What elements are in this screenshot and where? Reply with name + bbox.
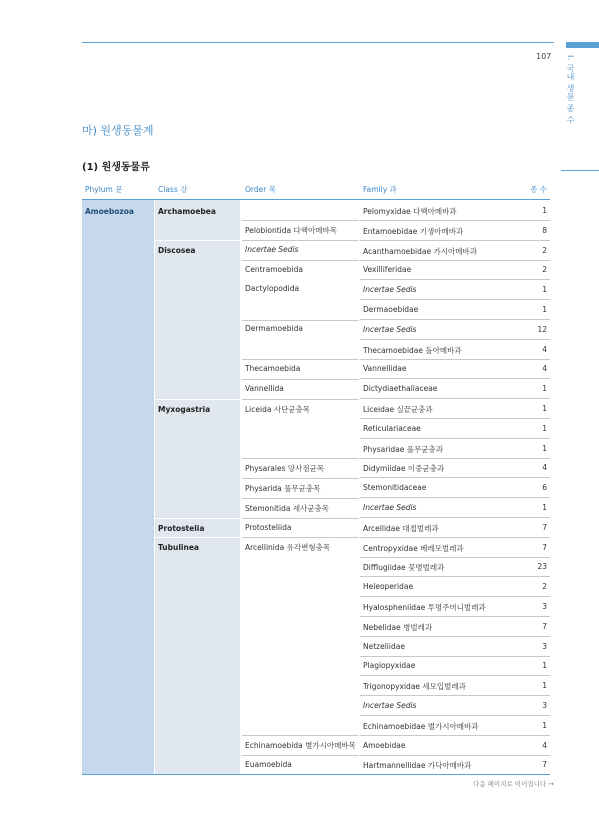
table-row [360, 260, 550, 280]
class-column [155, 200, 240, 775]
family-name: Trigonopyxidae 세모입벌레과 [363, 682, 466, 692]
header-class: Class 강 [158, 185, 188, 194]
table-bottom-rule [82, 774, 550, 775]
table-row [360, 498, 550, 518]
order-name: Stemonitida 세사균충목 [245, 504, 330, 513]
table-row [360, 458, 550, 478]
species-count: 1 [542, 681, 547, 691]
class-name: Tubulinea [158, 543, 199, 552]
family-name: Vexilliferidae [363, 265, 412, 275]
species-count: 23 [537, 562, 547, 572]
order-name: Echinamoebida 별가시아메바목 [245, 741, 356, 750]
table-row [360, 241, 550, 261]
order-name: Physarales 망사점균목 [245, 464, 325, 473]
table-row [360, 340, 550, 360]
order-name: Incertae Sedis [245, 245, 299, 254]
species-count: 1 [542, 661, 547, 671]
class-divider [155, 240, 240, 241]
species-count: 7 [542, 760, 547, 770]
order-name: Dermamoebida [245, 324, 303, 333]
order-name: Protosteliida [245, 523, 292, 532]
species-count: 1 [542, 503, 547, 512]
order-name: Centramoebida [245, 265, 303, 274]
family-name: Physaridae 풀무균충과 [363, 444, 443, 454]
family-name: Incertae Sedis [363, 285, 417, 295]
family-name: Thecamoebidae 돌아메바과 [363, 345, 462, 355]
species-count: 3 [542, 701, 547, 710]
header-family: Family 과 [363, 185, 397, 194]
species-count: 7 [542, 621, 547, 631]
family-name: Vannellidae [363, 364, 407, 374]
order-name: Arcellinida 유각변형충목 [245, 543, 331, 552]
order-divider [242, 755, 359, 756]
table-row [360, 696, 550, 716]
family-name: Reticulariaceae [363, 423, 421, 433]
order-divider [242, 359, 359, 360]
table-row [360, 419, 550, 439]
species-count: 1 [542, 206, 547, 215]
order-divider [242, 399, 359, 400]
class-name: Discosea [158, 246, 196, 255]
species-count: 2 [542, 582, 547, 592]
family-name: Stemonitidaceae [363, 483, 427, 493]
table-row [360, 755, 550, 775]
species-count: 1 [542, 384, 547, 394]
family-name: Incertae Sedis [363, 701, 417, 710]
table-row [360, 399, 550, 419]
table-row [360, 736, 550, 756]
species-count: 7 [542, 522, 547, 532]
order-name: Vannellida [245, 384, 284, 393]
order-divider [242, 220, 359, 221]
family-name: Arcellidae 대접벌레과 [363, 523, 439, 533]
class-name: Protostelia [158, 524, 205, 533]
table-row [360, 201, 550, 221]
species-count: 4 [542, 740, 547, 750]
species-count: 7 [542, 542, 547, 552]
order-divider [242, 735, 359, 736]
species-count: 3 [542, 602, 547, 611]
table-row [360, 597, 550, 617]
species-count: 12 [537, 324, 547, 334]
family-name: Entamoebidae 기생아메바과 [363, 226, 464, 236]
table-row [360, 221, 550, 241]
class-divider [155, 399, 240, 400]
species-count: 1 [542, 305, 547, 314]
order-divider [242, 518, 359, 519]
table-row [360, 676, 550, 696]
order-divider [242, 537, 359, 538]
species-count: 1 [542, 720, 547, 730]
header-count: 종 수 [530, 185, 547, 194]
family-name: Liceidae 실끝균충과 [363, 405, 433, 414]
family-name: Incertae Sedis [363, 324, 417, 334]
order-divider [242, 458, 359, 459]
species-count: 1 [542, 443, 547, 453]
species-count: 1 [542, 404, 547, 413]
family-name: Pelomyxidae 다핵아메바과 [363, 207, 457, 216]
order-name: Liceida 사단균충목 [245, 405, 311, 414]
table-row [360, 359, 550, 379]
species-count: 4 [542, 364, 547, 374]
order-name: Euamoebida [245, 760, 292, 769]
order-divider [242, 379, 359, 380]
side-label: I. 국내 생물 종 수 [566, 55, 575, 125]
table-row [360, 280, 550, 300]
class-divider [155, 537, 240, 538]
species-table [82, 181, 550, 775]
order-name: Physarida 풀무균충목 [245, 484, 321, 493]
family-name: Nebelidae 병벌레과 [363, 622, 433, 632]
table-row [360, 656, 550, 676]
family-name: Hartmannellidae 가닥아메바과 [363, 761, 472, 771]
species-count: 8 [542, 225, 547, 235]
order-divider [242, 498, 359, 499]
family-name: Acanthamoebidae 가시아메바과 [363, 246, 477, 256]
family-name: Incertae Sedis [363, 503, 417, 512]
family-name: Echinamoebidae 별가시아메바과 [363, 721, 479, 731]
family-name: Difflugiidae 꽃병벌레과 [363, 563, 445, 573]
order-name: Thecamoebida [245, 364, 301, 373]
order-name: Pelobiontida 다핵아메바목 [245, 226, 337, 235]
family-name: Dictydiaethaliaceae [363, 384, 438, 394]
continue-note: 다음 페이지로 이어집니다 → [473, 780, 554, 788]
table-row [360, 439, 550, 459]
header-phylum: Phylum 문 [85, 185, 123, 194]
species-count: 3 [542, 641, 547, 651]
table-row [360, 637, 550, 657]
page-number: 107 [536, 52, 552, 61]
table-row [360, 538, 550, 558]
table-row [360, 320, 550, 340]
family-name: Netzeliidae [363, 641, 405, 651]
species-count: 6 [542, 483, 547, 493]
family-name: Plagiopyxidae [363, 661, 416, 671]
species-count: 2 [542, 265, 547, 275]
family-name: Dermaoebidae [363, 305, 419, 314]
order-name: Dactylopodida [245, 284, 300, 293]
phylum-name: Amoebozoa [85, 207, 134, 216]
table-row [360, 379, 550, 399]
table-body [82, 200, 550, 775]
table-row [360, 300, 550, 320]
species-count: 1 [542, 285, 547, 295]
class-name: Archamoebea [158, 207, 216, 216]
family-name: Heleoperidae [363, 582, 414, 592]
table-row [360, 577, 550, 597]
family-name: Amoebidae [363, 740, 406, 750]
species-count: 1 [542, 423, 547, 433]
species-count: 4 [542, 463, 547, 473]
table-row [360, 518, 550, 538]
side-tab-marker [566, 42, 599, 48]
side-rule [561, 170, 599, 171]
order-divider [242, 240, 359, 241]
species-count: 4 [542, 344, 547, 354]
phylum-column [82, 200, 154, 775]
table-row [360, 557, 550, 577]
family-name: Didymiidae 이중균충과 [363, 464, 445, 474]
order-divider [242, 320, 359, 321]
table-row [360, 716, 550, 736]
table-row [360, 478, 550, 498]
subsection-title: (1) 원생동물류 [82, 162, 150, 173]
header-order: Order 목 [245, 185, 276, 194]
species-count: 2 [542, 245, 547, 255]
table-row [360, 617, 550, 637]
class-name: Myxogastria [158, 405, 211, 414]
header-rule [82, 42, 554, 43]
order-divider [242, 478, 359, 479]
family-name: Hyalospheniidae 투명주머니벌레과 [363, 603, 486, 612]
family-name: Centropyxidae 베레모벌레과 [363, 543, 464, 553]
order-divider [242, 260, 359, 261]
table-header [82, 181, 550, 200]
class-divider [155, 518, 240, 519]
section-title: 마) 원생동물계 [82, 124, 154, 137]
